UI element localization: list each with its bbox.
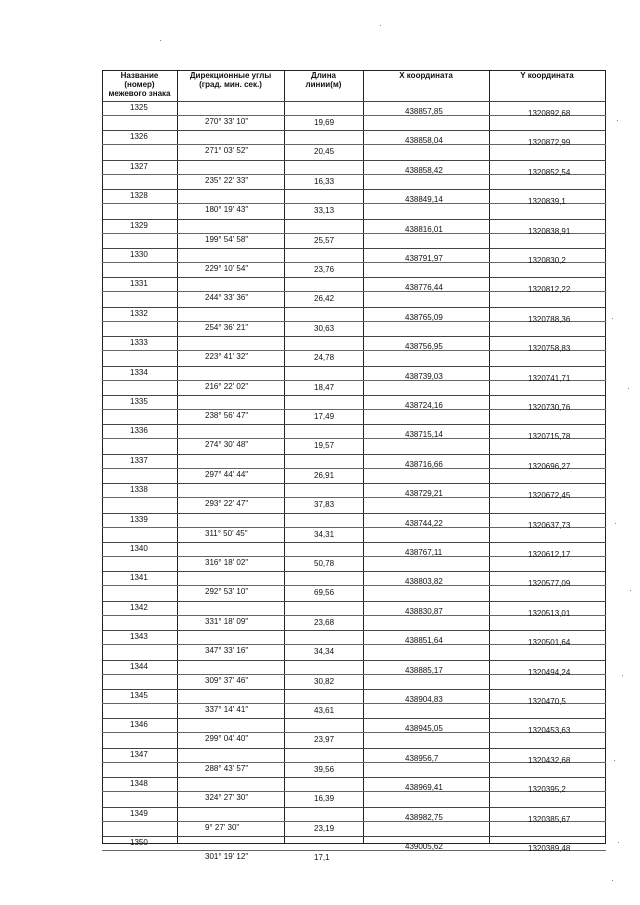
row-border (102, 513, 606, 514)
point-name: 1332 (130, 308, 148, 318)
y-coordinate: 1320637,73 (528, 520, 571, 530)
line-length: 39,56 (314, 764, 335, 774)
direction-angle: 180° 19' 43" (205, 205, 249, 215)
point-name: 1328 (130, 191, 148, 201)
x-coordinate: 438803,82 (405, 577, 443, 587)
x-coordinate: 438851,64 (405, 636, 443, 646)
line-length: 17,1 (314, 853, 330, 862)
y-coordinate: 1320872,99 (528, 138, 571, 148)
row-border (102, 630, 606, 631)
x-coordinate: 439005,62 (405, 842, 443, 851)
row-border (102, 571, 606, 572)
scan-speck (380, 25, 381, 26)
x-coordinate: 438982,75 (405, 812, 443, 822)
y-coordinate: 1320741,71 (528, 373, 571, 383)
point-name: 1331 (130, 279, 148, 289)
x-coordinate: 438756,95 (405, 342, 443, 352)
x-coordinate: 438729,21 (405, 489, 443, 499)
point-name: 1349 (130, 808, 148, 818)
row-border (102, 777, 606, 778)
row-border (102, 307, 606, 308)
line-length: 16,33 (314, 176, 335, 186)
point-name: 1343 (130, 632, 148, 642)
x-coordinate: 438857,85 (405, 107, 443, 116)
point-name: 1335 (130, 397, 148, 406)
row-border (102, 601, 606, 602)
y-coordinate: 1320696,27 (528, 461, 571, 471)
direction-angle: 311° 50' 45" (205, 528, 248, 538)
direction-angle: 299° 04' 40" (205, 734, 249, 744)
row-border (102, 807, 606, 808)
line-length: 18,47 (314, 382, 335, 392)
y-coordinate: 1320839,1 (528, 197, 566, 207)
row-border (102, 366, 606, 367)
x-coordinate: 438885,17 (405, 665, 443, 675)
direction-angle: 216° 22' 02" (205, 381, 249, 391)
y-coordinate: 1320892,68 (528, 109, 571, 118)
point-name: 1337 (130, 455, 148, 465)
scan-speck (160, 40, 161, 41)
line-length: 33,13 (314, 206, 335, 216)
x-coordinate: 438904,83 (405, 695, 443, 704)
row-border (102, 336, 606, 337)
x-coordinate: 438969,41 (405, 783, 443, 793)
line-length: 26,91 (314, 470, 335, 480)
direction-angle: 301° 19' 12" (205, 852, 249, 861)
x-coordinate: 438816,01 (405, 224, 443, 234)
line-length: 23,19 (314, 823, 335, 833)
x-coordinate: 438849,14 (405, 195, 443, 205)
scan-speck (612, 318, 613, 319)
line-length: 43,61 (314, 706, 335, 715)
line-length: 24,78 (314, 353, 335, 363)
line-length: 26,42 (314, 294, 335, 304)
scan-speck (614, 760, 615, 761)
point-name: 1342 (130, 602, 148, 612)
scan-speck (622, 675, 623, 676)
direction-angle: 199° 54' 58" (205, 234, 249, 244)
direction-angle: 235° 22' 33" (205, 175, 249, 185)
x-coordinate: 438716,66 (405, 459, 443, 469)
row-border (102, 836, 606, 837)
direction-angle: 244° 33' 36" (205, 293, 249, 303)
y-coordinate: 1320385,67 (528, 814, 571, 824)
line-length: 23,76 (314, 265, 335, 274)
point-name: 1334 (130, 367, 148, 377)
row-border (102, 660, 606, 661)
row-border (102, 424, 606, 425)
point-name: 1330 (130, 250, 148, 259)
row-border (102, 395, 606, 396)
scan-speck (612, 880, 613, 881)
y-coordinate: 1320395,2 (528, 785, 566, 795)
point-name: 1346 (130, 720, 148, 730)
point-name: 1333 (130, 338, 148, 348)
direction-angle: 238° 56' 47" (205, 411, 249, 420)
header-name: Название (номер) межевого знака (108, 71, 171, 98)
point-name: 1350 (130, 838, 148, 847)
y-coordinate: 1320852,54 (528, 167, 571, 177)
direction-angle: 297° 44' 44" (205, 469, 249, 479)
direction-angle: 309° 37' 46" (205, 675, 249, 685)
line-length: 30,63 (314, 323, 335, 333)
direction-angle: 9° 27' 30" (205, 822, 240, 832)
point-name: 1325 (130, 103, 148, 112)
scan-speck (617, 120, 618, 121)
x-coordinate: 438858,04 (405, 136, 443, 146)
row-border (102, 130, 606, 131)
line-length: 37,83 (314, 500, 335, 510)
y-coordinate: 1320758,83 (528, 344, 571, 354)
column-border (489, 70, 490, 843)
y-coordinate: 1320788,36 (528, 314, 571, 324)
point-name: 1345 (130, 691, 148, 700)
y-coordinate: 1320812,22 (528, 285, 571, 295)
row-border (102, 718, 606, 719)
y-coordinate: 1320501,64 (528, 638, 571, 648)
column-border (177, 70, 178, 843)
line-length: 34,34 (314, 647, 335, 657)
x-coordinate: 438724,16 (405, 401, 443, 410)
row-border (102, 748, 606, 749)
line-length: 50,78 (314, 559, 335, 568)
line-length: 17,49 (314, 412, 335, 421)
column-border (284, 70, 285, 843)
scan-speck (630, 590, 631, 591)
direction-angle: 288° 43' 57" (205, 763, 249, 773)
direction-angle: 316° 18' 02" (205, 558, 249, 567)
row-border (102, 689, 606, 690)
y-coordinate: 1320432,68 (528, 755, 571, 765)
x-coordinate: 438776,44 (405, 283, 443, 293)
scan-speck (618, 842, 619, 843)
y-coordinate: 1320715,78 (528, 432, 571, 442)
scan-speck (615, 523, 616, 524)
point-name: 1339 (130, 514, 148, 524)
direction-angle: 270° 33' 10" (205, 117, 249, 126)
x-coordinate: 438744,22 (405, 518, 443, 528)
point-name: 1347 (130, 749, 148, 759)
direction-angle: 293° 22' 47" (205, 499, 249, 509)
x-coordinate: 438739,03 (405, 371, 443, 381)
line-length: 19,57 (314, 441, 335, 451)
scan-speck (628, 388, 629, 389)
point-name: 1336 (130, 426, 148, 436)
line-length: 25,57 (314, 235, 335, 245)
row-border (102, 189, 606, 190)
y-coordinate: 1320453,63 (528, 726, 571, 736)
column-border (363, 70, 364, 843)
point-name: 1329 (130, 220, 148, 230)
column-border (102, 70, 103, 843)
point-name: 1340 (130, 544, 148, 553)
y-coordinate: 1320730,76 (528, 403, 571, 412)
direction-angle: 254° 36' 21" (205, 322, 249, 332)
direction-angle: 274° 30' 48" (205, 440, 249, 450)
line-length: 69,56 (314, 588, 335, 598)
header-x: X координата (399, 71, 453, 80)
y-coordinate: 1320830,2 (528, 256, 566, 265)
header-y: Y координата (520, 71, 574, 80)
row-border (102, 219, 606, 220)
x-coordinate: 438767,11 (405, 548, 443, 557)
y-coordinate: 1320389,48 (528, 844, 571, 853)
point-name: 1338 (130, 485, 148, 495)
row-border (102, 542, 606, 543)
x-coordinate: 438830,87 (405, 606, 443, 616)
row-border (102, 454, 606, 455)
direction-angle: 337° 14' 41" (205, 705, 249, 714)
row-border (102, 483, 606, 484)
header-angle: Дирекционные углы (град. мин. сек.) (189, 71, 272, 89)
line-length: 23,97 (314, 735, 335, 745)
x-coordinate: 438858,42 (405, 165, 443, 175)
line-length: 30,82 (314, 676, 335, 686)
direction-angle: 331° 18' 09" (205, 616, 249, 626)
direction-angle: 229° 10' 54" (205, 264, 249, 273)
line-length: 20,45 (314, 147, 335, 157)
line-length: 23,68 (314, 617, 335, 627)
x-coordinate: 438715,14 (405, 430, 443, 440)
y-coordinate: 1320672,45 (528, 491, 571, 501)
row-border (102, 248, 606, 249)
line-length: 19,69 (314, 118, 335, 127)
point-name: 1348 (130, 779, 148, 789)
row-border (102, 101, 606, 102)
point-name: 1341 (130, 573, 148, 583)
y-coordinate: 1320494,24 (528, 667, 571, 677)
point-name: 1327 (130, 161, 148, 171)
y-coordinate: 1320577,09 (528, 579, 571, 589)
direction-angle: 324° 27' 30" (205, 793, 249, 803)
x-coordinate: 438956,7 (405, 753, 439, 763)
y-coordinate: 1320612,17 (528, 550, 571, 559)
column-border (605, 70, 606, 843)
x-coordinate: 438791,97 (405, 254, 443, 263)
x-coordinate: 438945,05 (405, 724, 443, 734)
direction-angle: 292° 53' 10" (205, 587, 249, 597)
direction-angle: 347° 33' 16" (205, 646, 249, 656)
line-length: 34,31 (314, 529, 335, 539)
x-coordinate: 438765,09 (405, 312, 443, 322)
header-length: Длина линии(м) (305, 71, 342, 89)
y-coordinate: 1320838,91 (528, 226, 571, 236)
direction-angle: 271° 03' 52" (205, 146, 249, 156)
point-name: 1326 (130, 132, 148, 142)
y-coordinate: 1320513,01 (528, 608, 571, 618)
direction-angle: 223° 41' 32" (205, 352, 249, 362)
row-border (102, 277, 606, 278)
y-coordinate: 1320470,5 (528, 697, 566, 706)
row-border (102, 160, 606, 161)
line-length: 16,39 (314, 794, 335, 804)
point-name: 1344 (130, 661, 148, 671)
